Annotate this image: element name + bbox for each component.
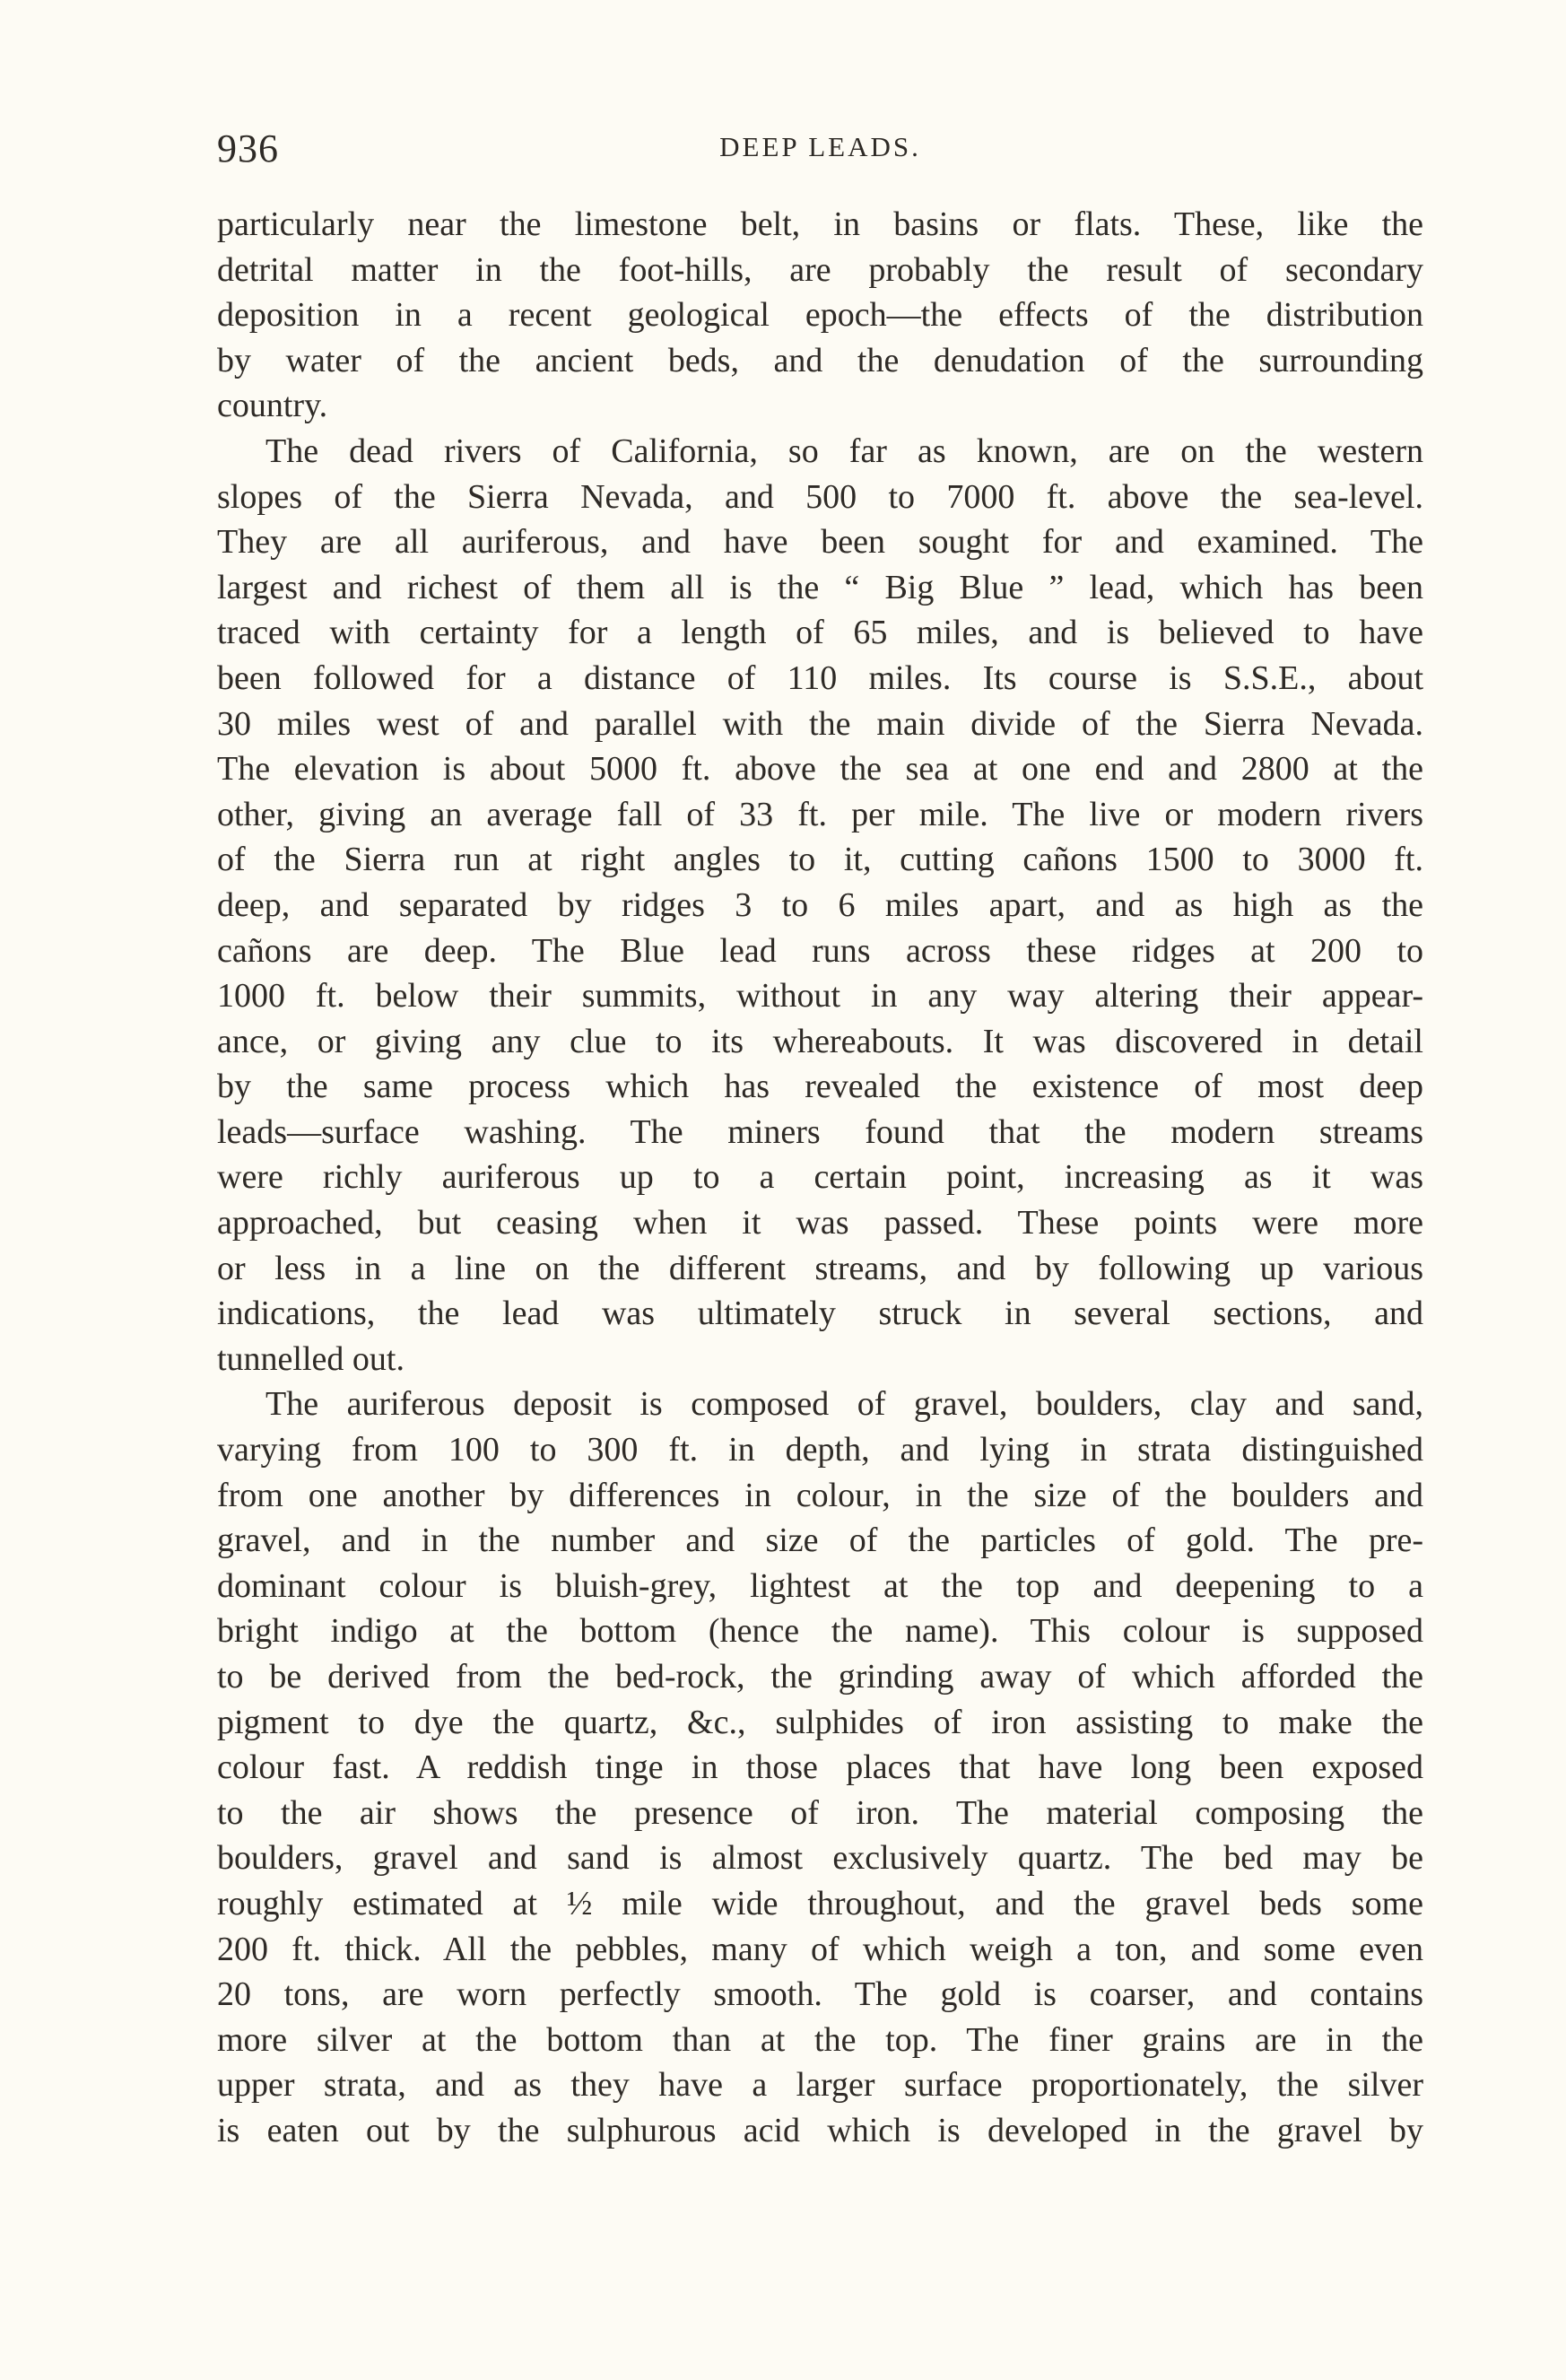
text-line: more silver at the bottom than at the top. The finer grains are in the (217, 2020, 1423, 2059)
text-line: dominant colour is bluish-grey, lightest at the top and deepening to a (217, 1566, 1423, 1605)
text-line: approached, but ceasing when it was passed. These points were more (217, 1204, 1423, 1242)
text-line: gravel, and in the number and size of the particles of gold. The pre- (217, 1521, 1423, 1560)
text-line: ance, or giving any clue to its whereabouts. It was discovered in detail (217, 1022, 1423, 1060)
text-line: The auriferous deposit is composed of gravel, boulders, clay and sand, (265, 1385, 1423, 1424)
text-line: deep, and separated by ridges 3 to 6 miles apart, and as high as the (217, 885, 1423, 924)
text-line: tunnelled out. (217, 1339, 405, 1378)
text-line: from one another by differences in colour, in the size of the boulders and (217, 1476, 1423, 1514)
page-number: 936 (217, 126, 279, 170)
text-line: They are all auriferous, and have been sought for and examined. The (217, 523, 1423, 562)
text-line: pigment to dye the quartz, &c., sulphides of iron assisting to make the (217, 1703, 1423, 1741)
text-line: colour fast. A reddish tinge in those places that have long been exposed (217, 1748, 1423, 1787)
body-text (217, 202, 1423, 2154)
text-line: bright indigo at the bottom (hence the name). This colour is supposed (217, 1612, 1423, 1651)
text-line: 30 miles west of and parallel with the main divide of the Sierra Nevada. (217, 704, 1423, 743)
text-line: indications, the lead was ultimately struck in several sections, and (217, 1295, 1423, 1333)
text-line: slopes of the Sierra Nevada, and 500 to 7000 ft. above the sea-level. (217, 477, 1423, 516)
running-head (217, 126, 1423, 179)
text-line: particularly near the limestone belt, in basins or flats. These, like the (217, 205, 1423, 243)
text-line: largest and richest of them all is the “ Big Blue ” lead, which has been (217, 568, 1423, 606)
text-line: by the same process which has revealed the existence of most deep (217, 1068, 1423, 1106)
text-line: roughly estimated at ½ mile wide throughout, and the gravel beds some (217, 1884, 1423, 1922)
text-line: by water of the ancient beds, and the denudation of the surrounding (217, 341, 1423, 379)
text-line: detrital matter in the foot-hills, are probably the result of secondary (217, 250, 1423, 289)
text-line: to the air shows the presence of iron. The material composing the (217, 1793, 1423, 1832)
text-line: boulders, gravel and sand is almost exclusively quartz. The bed may be (217, 1839, 1423, 1878)
running-title: DEEP LEADS. (719, 131, 921, 162)
text-line: or less in a line on the different streams, and by following up various (217, 1249, 1423, 1287)
text-line: country. (217, 387, 328, 425)
text-line: 20 tons, are worn perfectly smooth. The gold is coarser, and contains (217, 1975, 1423, 2014)
text-line: varying from 100 to 300 ft. in depth, and lying in strata distinguished (217, 1431, 1423, 1469)
text-line: other, giving an average fall of 33 ft. per mile. The live or modern rivers (217, 795, 1423, 833)
text-line: of the Sierra run at right angles to it, cutting cañons 1500 to 3000 ft. (217, 841, 1423, 879)
text-line: been followed for a distance of 110 miles. Its course is S.S.E., about (217, 658, 1423, 697)
text-line: deposition in a recent geological epoch—the effects of the distribution (217, 296, 1423, 335)
text-line: The elevation is about 5000 ft. above the sea at one end and 2800 at the (217, 750, 1423, 789)
text-line: The dead rivers of California, so far as known, are on the western (265, 432, 1423, 470)
text-line: leads—surface washing. The miners found that the modern streams (217, 1112, 1423, 1151)
text-line: 1000 ft. below their summits, without in any way altering their appear- (217, 977, 1423, 1016)
text-line: to be derived from the bed-rock, the grinding away of which afforded the (217, 1658, 1423, 1696)
text-line: upper strata, and as they have a larger surface proportionately, the silver (217, 2066, 1423, 2105)
text-line: traced with certainty for a length of 65 miles, and is believed to have (217, 614, 1423, 652)
text-line: cañons are deep. The Blue lead runs across these ridges at 200 to (217, 931, 1423, 970)
text-line: is eaten out by the sulphurous acid which is developed in the gravel by (217, 2111, 1423, 2149)
text-line: were richly auriferous up to a certain point, increasing as it was (217, 1158, 1423, 1197)
text-line: 200 ft. thick. All the pebbles, many of which weigh a ton, and some even (217, 1930, 1423, 1968)
